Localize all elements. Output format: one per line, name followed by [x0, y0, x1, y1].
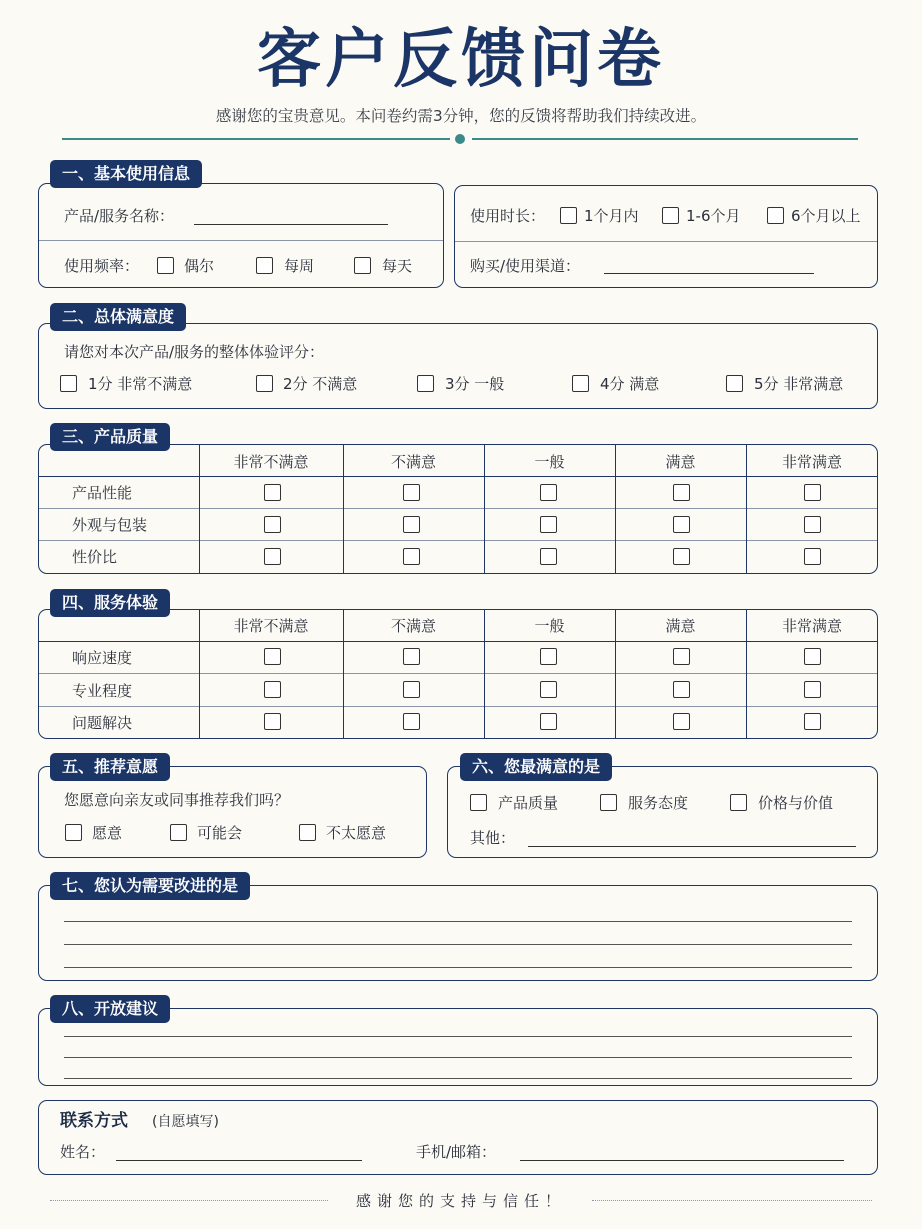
suggestion-line-1[interactable]	[64, 1036, 852, 1037]
title-divider-left	[62, 138, 450, 140]
column-header: 不满意	[390, 453, 436, 471]
row-label: 问题解决	[72, 714, 133, 732]
s-resolution-3-checkbox[interactable]	[540, 713, 557, 730]
duration-1-6m-checkbox[interactable]	[662, 207, 679, 224]
freq-option-label: 每天	[382, 257, 413, 275]
name-field[interactable]	[116, 1160, 362, 1161]
rating-option-label: 2分 不满意	[283, 375, 358, 393]
q-performance-5-checkbox[interactable]	[804, 484, 821, 501]
recommend-yes-checkbox[interactable]	[65, 824, 82, 841]
s-resolution-4-checkbox[interactable]	[673, 713, 690, 730]
best-option-label: 服务态度	[628, 794, 689, 812]
frequency-label: 使用频率：	[64, 257, 140, 275]
s-resolution-1-checkbox[interactable]	[264, 713, 281, 730]
rating-4-checkbox[interactable]	[572, 375, 589, 392]
rating-option-label: 5分 非常满意	[754, 375, 844, 393]
phone-email-field[interactable]	[520, 1160, 844, 1161]
section2-box	[38, 323, 878, 409]
suggestion-line-2[interactable]	[64, 1057, 852, 1058]
best-service-checkbox[interactable]	[600, 794, 617, 811]
q-performance-2-checkbox[interactable]	[403, 484, 420, 501]
column-header: 满意	[665, 617, 696, 635]
s-resolution-5-checkbox[interactable]	[804, 713, 821, 730]
q-packaging-2-checkbox[interactable]	[403, 516, 420, 533]
freq-daily-checkbox[interactable]	[354, 257, 371, 274]
recommend-option-label: 不太愿意	[326, 824, 387, 842]
row-label: 专业程度	[72, 682, 133, 700]
recommend-maybe-checkbox[interactable]	[170, 824, 187, 841]
product-name-field[interactable]	[194, 224, 388, 225]
contact-note: (自愿填写)	[152, 1114, 219, 1130]
s-expertise-2-checkbox[interactable]	[403, 681, 420, 698]
column-header: 非常满意	[781, 617, 842, 635]
recommend-option-label: 愿意	[92, 824, 123, 842]
column-header: 非常不满意	[233, 453, 309, 471]
duration-label: 使用时长：	[470, 207, 546, 225]
duration-option-label: 1个月内	[584, 207, 639, 225]
title-divider-right	[472, 138, 858, 140]
section4-tag: 四、服务体验	[50, 589, 170, 617]
improve-line-1[interactable]	[64, 921, 852, 922]
row-label: 响应速度	[72, 649, 133, 667]
recommend-unlikely-checkbox[interactable]	[299, 824, 316, 841]
q-value-3-checkbox[interactable]	[540, 548, 557, 565]
best-option-label: 价格与价值	[758, 794, 834, 812]
title-divider-dot	[455, 134, 465, 144]
phone-email-label: 手机/邮箱：	[416, 1143, 497, 1161]
page-subtitle: 感谢您的宝贵意见。本问卷约需3分钟，您的反馈将帮助我们持续改进。	[215, 107, 707, 125]
s-expertise-4-checkbox[interactable]	[673, 681, 690, 698]
s-response-2-checkbox[interactable]	[403, 648, 420, 665]
row-separator	[39, 240, 443, 241]
s-response-4-checkbox[interactable]	[673, 648, 690, 665]
section8-tag: 八、开放建议	[50, 995, 170, 1023]
improve-line-2[interactable]	[64, 944, 852, 945]
other-label: 其他：	[470, 829, 516, 847]
rating-3-checkbox[interactable]	[417, 375, 434, 392]
recommend-option-label: 可能会	[197, 824, 243, 842]
grid-line	[39, 508, 877, 509]
section5-tag: 五、推荐意愿	[50, 753, 170, 781]
q-packaging-5-checkbox[interactable]	[804, 516, 821, 533]
section1-tag: 一、基本使用信息	[50, 160, 202, 188]
name-label: 姓名：	[60, 1143, 106, 1161]
rating-2-checkbox[interactable]	[256, 375, 273, 392]
row-separator	[455, 241, 877, 242]
s-expertise-1-checkbox[interactable]	[264, 681, 281, 698]
contact-title: 联系方式	[60, 1111, 128, 1131]
channel-label: 购买/使用渠道：	[470, 257, 581, 275]
s-response-3-checkbox[interactable]	[540, 648, 557, 665]
q-packaging-4-checkbox[interactable]	[673, 516, 690, 533]
s-expertise-3-checkbox[interactable]	[540, 681, 557, 698]
section6-tag: 六、您最满意的是	[460, 753, 612, 781]
recommend-question: 您愿意向亲友或同事推荐我们吗？	[64, 791, 290, 809]
column-header: 一般	[534, 617, 565, 635]
freq-option-label: 偶尔	[184, 257, 215, 275]
improve-line-3[interactable]	[64, 967, 852, 968]
best-option-label: 产品质量	[498, 794, 559, 812]
row-label: 产品性能	[72, 484, 133, 502]
column-header: 不满意	[390, 617, 436, 635]
rating-option-label: 1分 非常不满意	[88, 375, 193, 393]
freq-weekly-checkbox[interactable]	[256, 257, 273, 274]
s-response-1-checkbox[interactable]	[264, 648, 281, 665]
suggestion-line-3[interactable]	[64, 1078, 852, 1079]
page-title: 客户反馈问卷	[257, 23, 665, 97]
rating-5-checkbox[interactable]	[726, 375, 743, 392]
row-label: 外观与包装	[72, 516, 148, 534]
grid-line	[39, 673, 877, 674]
q-value-5-checkbox[interactable]	[804, 548, 821, 565]
grid-line	[39, 641, 877, 642]
footer-divider-right	[592, 1200, 872, 1201]
other-field[interactable]	[528, 846, 856, 847]
column-header: 满意	[665, 453, 696, 471]
column-header: 一般	[534, 453, 565, 471]
q-performance-1-checkbox[interactable]	[264, 484, 281, 501]
section7-tag: 七、您认为需要改进的是	[50, 872, 250, 900]
duration-6m-plus-checkbox[interactable]	[767, 207, 784, 224]
section2-tag: 二、总体满意度	[50, 303, 186, 331]
best-price-checkbox[interactable]	[730, 794, 747, 811]
column-header: 非常满意	[781, 453, 842, 471]
best-product-checkbox[interactable]	[470, 794, 487, 811]
rating-option-label: 4分 满意	[600, 375, 660, 393]
footer-thanks: 感谢您的支持与信任！	[355, 1192, 566, 1210]
q-performance-4-checkbox[interactable]	[673, 484, 690, 501]
grid-line	[39, 540, 877, 541]
overall-question: 请您对本次产品/服务的整体体验评分：	[64, 343, 325, 361]
q-packaging-1-checkbox[interactable]	[264, 516, 281, 533]
product-name-label: 产品/服务名称：	[64, 207, 175, 225]
s-expertise-5-checkbox[interactable]	[804, 681, 821, 698]
s-response-5-checkbox[interactable]	[804, 648, 821, 665]
grid-line	[39, 476, 877, 477]
freq-occasionally-checkbox[interactable]	[157, 257, 174, 274]
duration-option-label: 6个月以上	[791, 207, 861, 225]
duration-option-label: 1-6个月	[686, 207, 741, 225]
q-packaging-3-checkbox[interactable]	[540, 516, 557, 533]
q-value-4-checkbox[interactable]	[673, 548, 690, 565]
rating-1-checkbox[interactable]	[60, 375, 77, 392]
grid-line	[39, 706, 877, 707]
channel-field[interactable]	[604, 273, 814, 274]
q-value-1-checkbox[interactable]	[264, 548, 281, 565]
s-resolution-2-checkbox[interactable]	[403, 713, 420, 730]
section3-tag: 三、产品质量	[50, 423, 170, 451]
rating-option-label: 3分 一般	[445, 375, 505, 393]
q-performance-3-checkbox[interactable]	[540, 484, 557, 501]
freq-option-label: 每周	[284, 257, 315, 275]
column-header: 非常不满意	[233, 617, 309, 635]
row-label: 性价比	[72, 548, 118, 566]
q-value-2-checkbox[interactable]	[403, 548, 420, 565]
duration-1m-checkbox[interactable]	[560, 207, 577, 224]
